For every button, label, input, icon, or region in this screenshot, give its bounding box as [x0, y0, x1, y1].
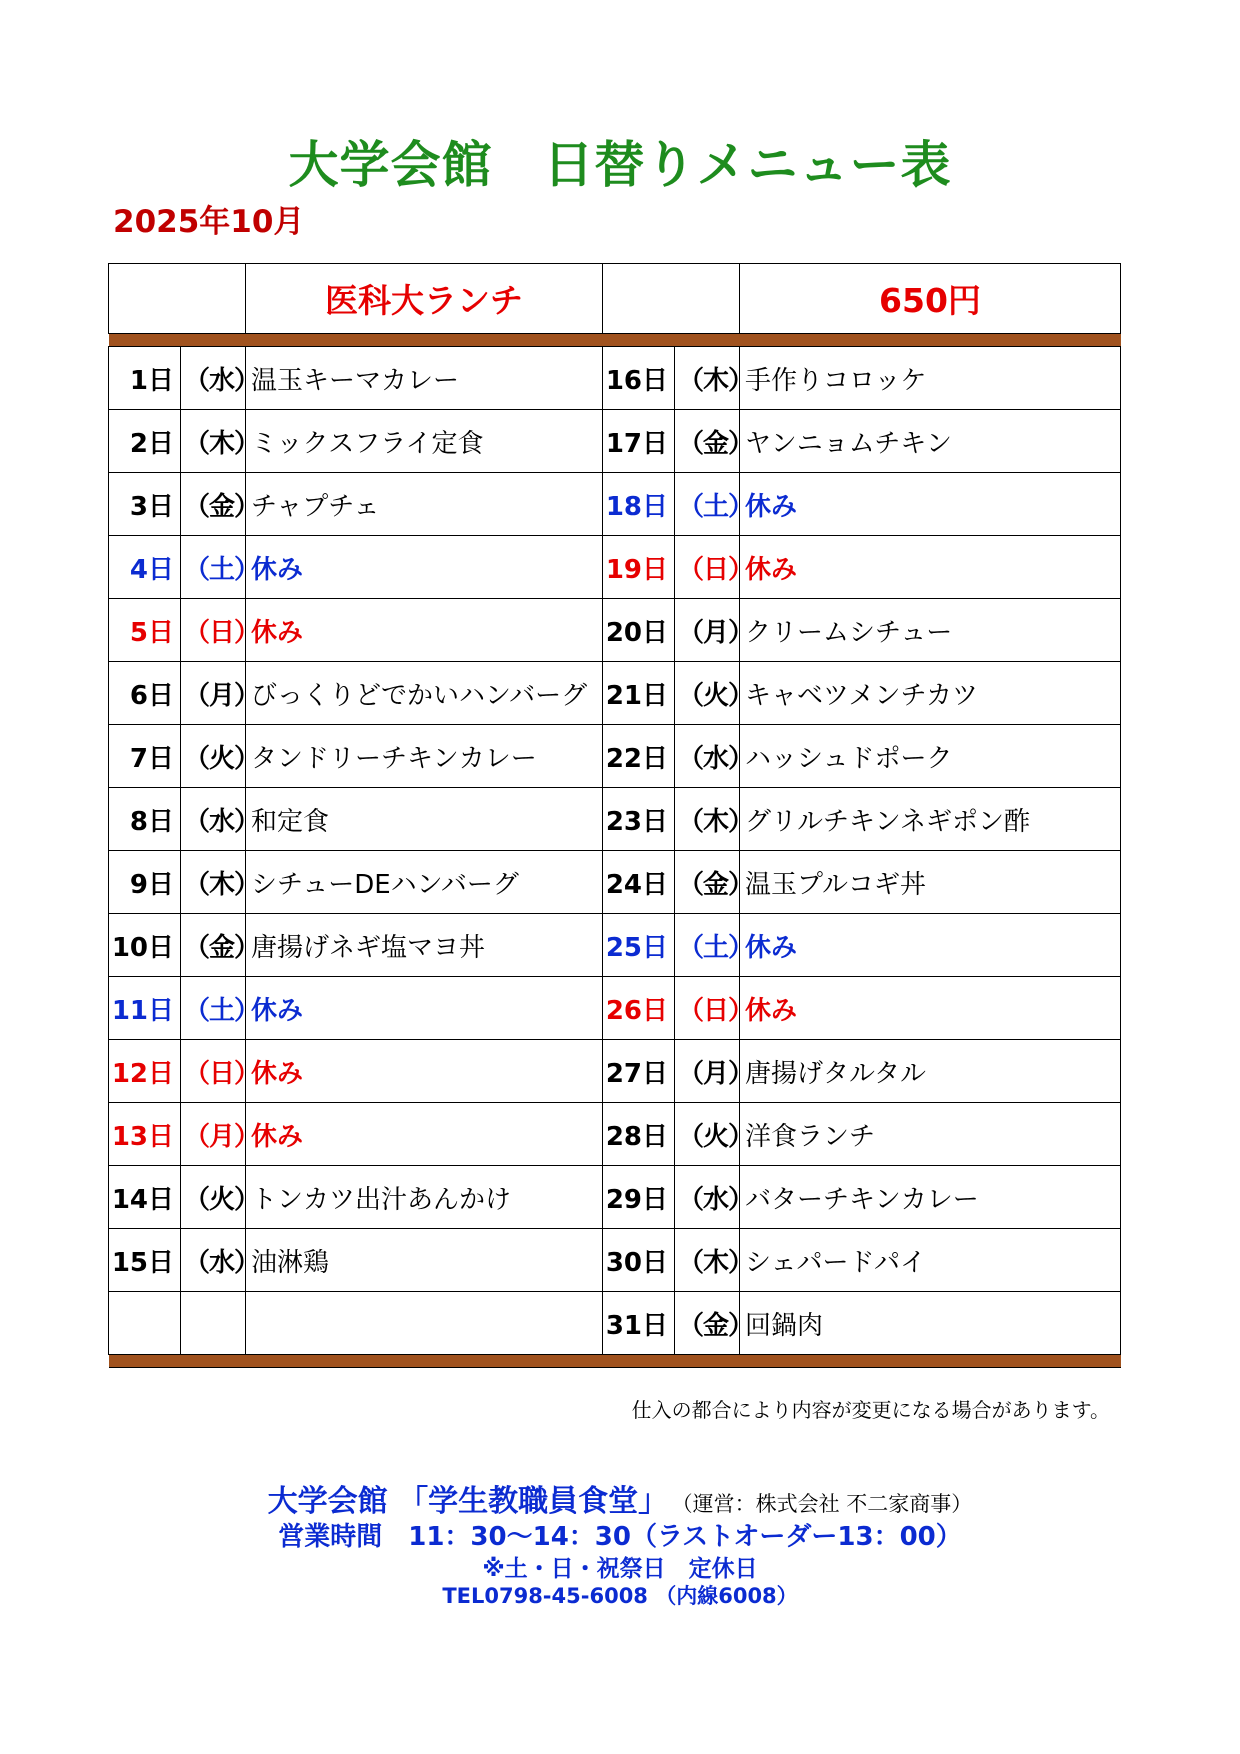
menu-cell: 休み	[740, 536, 1121, 599]
menu-table	[108, 263, 1121, 1368]
day-cell: 23日	[603, 788, 675, 851]
operator-text: （運営：株式会社 不二家商事）	[682, 1492, 973, 1516]
menu-cell: 休み	[740, 977, 1121, 1040]
top-band	[109, 334, 1121, 347]
table-row	[109, 788, 1121, 851]
menu-cell: グリルチキンネギポン酢	[740, 788, 1121, 851]
weekday-cell: （月）	[181, 1103, 246, 1166]
footer-hours: 営業時間 11：30～14：30（ラストオーダー13：00）	[278, 1522, 962, 1552]
weekday-cell: （金）	[181, 473, 246, 536]
price-header: 650円	[740, 264, 1121, 334]
day-cell: 21日	[603, 662, 675, 725]
menu-cell: タンドリーチキンカレー	[246, 725, 603, 788]
month-label: 2025年10月	[113, 204, 305, 240]
day-cell: 4日	[109, 536, 181, 599]
menu-cell: 唐揚げタルタル	[740, 1040, 1121, 1103]
table-row	[109, 1292, 1121, 1355]
day-cell: 6日	[109, 662, 181, 725]
day-cell: 18日	[603, 473, 675, 536]
day-cell: 12日	[109, 1040, 181, 1103]
day-cell: 20日	[603, 599, 675, 662]
weekday-cell: （月）	[181, 662, 246, 725]
day-cell: 30日	[603, 1229, 675, 1292]
day-cell: 24日	[603, 851, 675, 914]
notice-text: 仕入の都合により内容が変更になる場合があります。	[631, 1398, 1110, 1422]
weekday-cell: （土）	[675, 914, 740, 977]
weekday-cell: （火）	[675, 1103, 740, 1166]
weekday-cell: （土）	[181, 536, 246, 599]
day-cell: 9日	[109, 851, 181, 914]
menu-cell: 休み	[246, 599, 603, 662]
menu-cell: 休み	[246, 977, 603, 1040]
day-cell: 22日	[603, 725, 675, 788]
weekday-cell: （水）	[675, 725, 740, 788]
day-cell: 7日	[109, 725, 181, 788]
menu-cell: 休み	[740, 914, 1121, 977]
table-row	[109, 851, 1121, 914]
weekday-cell: （火）	[181, 725, 246, 788]
menu-cell: トンカツ出汁あんかけ	[246, 1166, 603, 1229]
weekday-cell: （水）	[181, 788, 246, 851]
day-cell: 14日	[109, 1166, 181, 1229]
table-row	[109, 977, 1121, 1040]
menu-cell: 唐揚げネギ塩マヨ丼	[246, 914, 603, 977]
menu-cell: 温玉キーマカレー	[246, 347, 603, 410]
day-cell	[109, 1292, 181, 1355]
page-title: 大学会館 日替りメニュー表	[288, 136, 952, 194]
weekday-cell: （金）	[675, 851, 740, 914]
day-cell: 10日	[109, 914, 181, 977]
menu-cell: ハッシュドポーク	[740, 725, 1121, 788]
table-row	[109, 1103, 1121, 1166]
weekday-cell: （木）	[181, 851, 246, 914]
cafeteria-name: 大学会館 「学生教職員食堂」	[267, 1484, 669, 1519]
day-cell: 26日	[603, 977, 675, 1040]
menu-cell: チャプチェ	[246, 473, 603, 536]
menu-cell: 温玉プルコギ丼	[740, 851, 1121, 914]
menu-name-header: 医科大ランチ	[246, 264, 603, 334]
menu-cell: クリームシチュー	[740, 599, 1121, 662]
day-cell: 2日	[109, 410, 181, 473]
weekday-cell: （日）	[181, 1040, 246, 1103]
footer-phone: TEL0798-45-6008 （内線6008）	[442, 1584, 798, 1608]
day-cell: 25日	[603, 914, 675, 977]
table-row	[109, 347, 1121, 410]
table-row	[109, 473, 1121, 536]
menu-cell: 洋食ランチ	[740, 1103, 1121, 1166]
menu-cell: バターチキンカレー	[740, 1166, 1121, 1229]
menu-cell: 油淋鶏	[246, 1229, 603, 1292]
table-row	[109, 914, 1121, 977]
weekday-cell: （土）	[675, 473, 740, 536]
day-cell: 28日	[603, 1103, 675, 1166]
weekday-cell: （金）	[675, 1292, 740, 1355]
day-cell: 5日	[109, 599, 181, 662]
weekday-cell: （木）	[675, 1229, 740, 1292]
menu-cell: ミックスフライ定食	[246, 410, 603, 473]
weekday-cell: （金）	[181, 914, 246, 977]
weekday-cell: （木）	[181, 410, 246, 473]
day-cell: 31日	[603, 1292, 675, 1355]
menu-cell: 休み	[740, 473, 1121, 536]
menu-cell: 休み	[246, 536, 603, 599]
weekday-cell	[181, 1292, 246, 1355]
day-cell: 1日	[109, 347, 181, 410]
weekday-cell: （月）	[675, 599, 740, 662]
table-row	[109, 1040, 1121, 1103]
weekday-cell: （月）	[675, 1040, 740, 1103]
day-cell: 15日	[109, 1229, 181, 1292]
weekday-cell: （火）	[675, 662, 740, 725]
menu-cell: ヤンニョムチキン	[740, 410, 1121, 473]
menu-cell: びっくりどでかいハンバーグ	[246, 662, 603, 725]
menu-cell: 回鍋肉	[740, 1292, 1121, 1355]
table-row	[109, 1229, 1121, 1292]
table-row	[109, 410, 1121, 473]
table-row	[109, 725, 1121, 788]
table-row	[109, 1166, 1121, 1229]
day-cell: 19日	[603, 536, 675, 599]
day-cell: 17日	[603, 410, 675, 473]
menu-cell: キャベツメンチカツ	[740, 662, 1121, 725]
day-cell: 29日	[603, 1166, 675, 1229]
day-cell: 3日	[109, 473, 181, 536]
menu-cell: 手作りコロッケ	[740, 347, 1121, 410]
table-row	[109, 599, 1121, 662]
weekday-cell: （水）	[181, 347, 246, 410]
menu-cell: 休み	[246, 1040, 603, 1103]
table-row	[109, 536, 1121, 599]
day-cell: 27日	[603, 1040, 675, 1103]
weekday-cell: （木）	[675, 347, 740, 410]
weekday-cell: （日）	[675, 977, 740, 1040]
weekday-cell: （木）	[675, 788, 740, 851]
menu-cell: シチューDEハンバーグ	[246, 851, 603, 914]
weekday-cell: （土）	[181, 977, 246, 1040]
day-cell: 8日	[109, 788, 181, 851]
day-cell: 11日	[109, 977, 181, 1040]
table-header-row	[109, 264, 1121, 334]
weekday-cell: （日）	[181, 599, 246, 662]
footer-cafeteria-name	[0, 1476, 1240, 1520]
menu-cell: 休み	[246, 1103, 603, 1166]
menu-cell	[246, 1292, 603, 1355]
day-cell: 16日	[603, 347, 675, 410]
weekday-cell: （水）	[181, 1229, 246, 1292]
bottom-band	[109, 1355, 1121, 1368]
weekday-cell: （火）	[181, 1166, 246, 1229]
menu-cell: 和定食	[246, 788, 603, 851]
weekday-cell: （金）	[675, 410, 740, 473]
footer-closed-days: ※土・日・祝祭日 定休日	[482, 1556, 758, 1582]
weekday-cell: （日）	[675, 536, 740, 599]
table-row	[109, 662, 1121, 725]
menu-cell: シェパードパイ	[740, 1229, 1121, 1292]
weekday-cell: （水）	[675, 1166, 740, 1229]
day-cell: 13日	[109, 1103, 181, 1166]
